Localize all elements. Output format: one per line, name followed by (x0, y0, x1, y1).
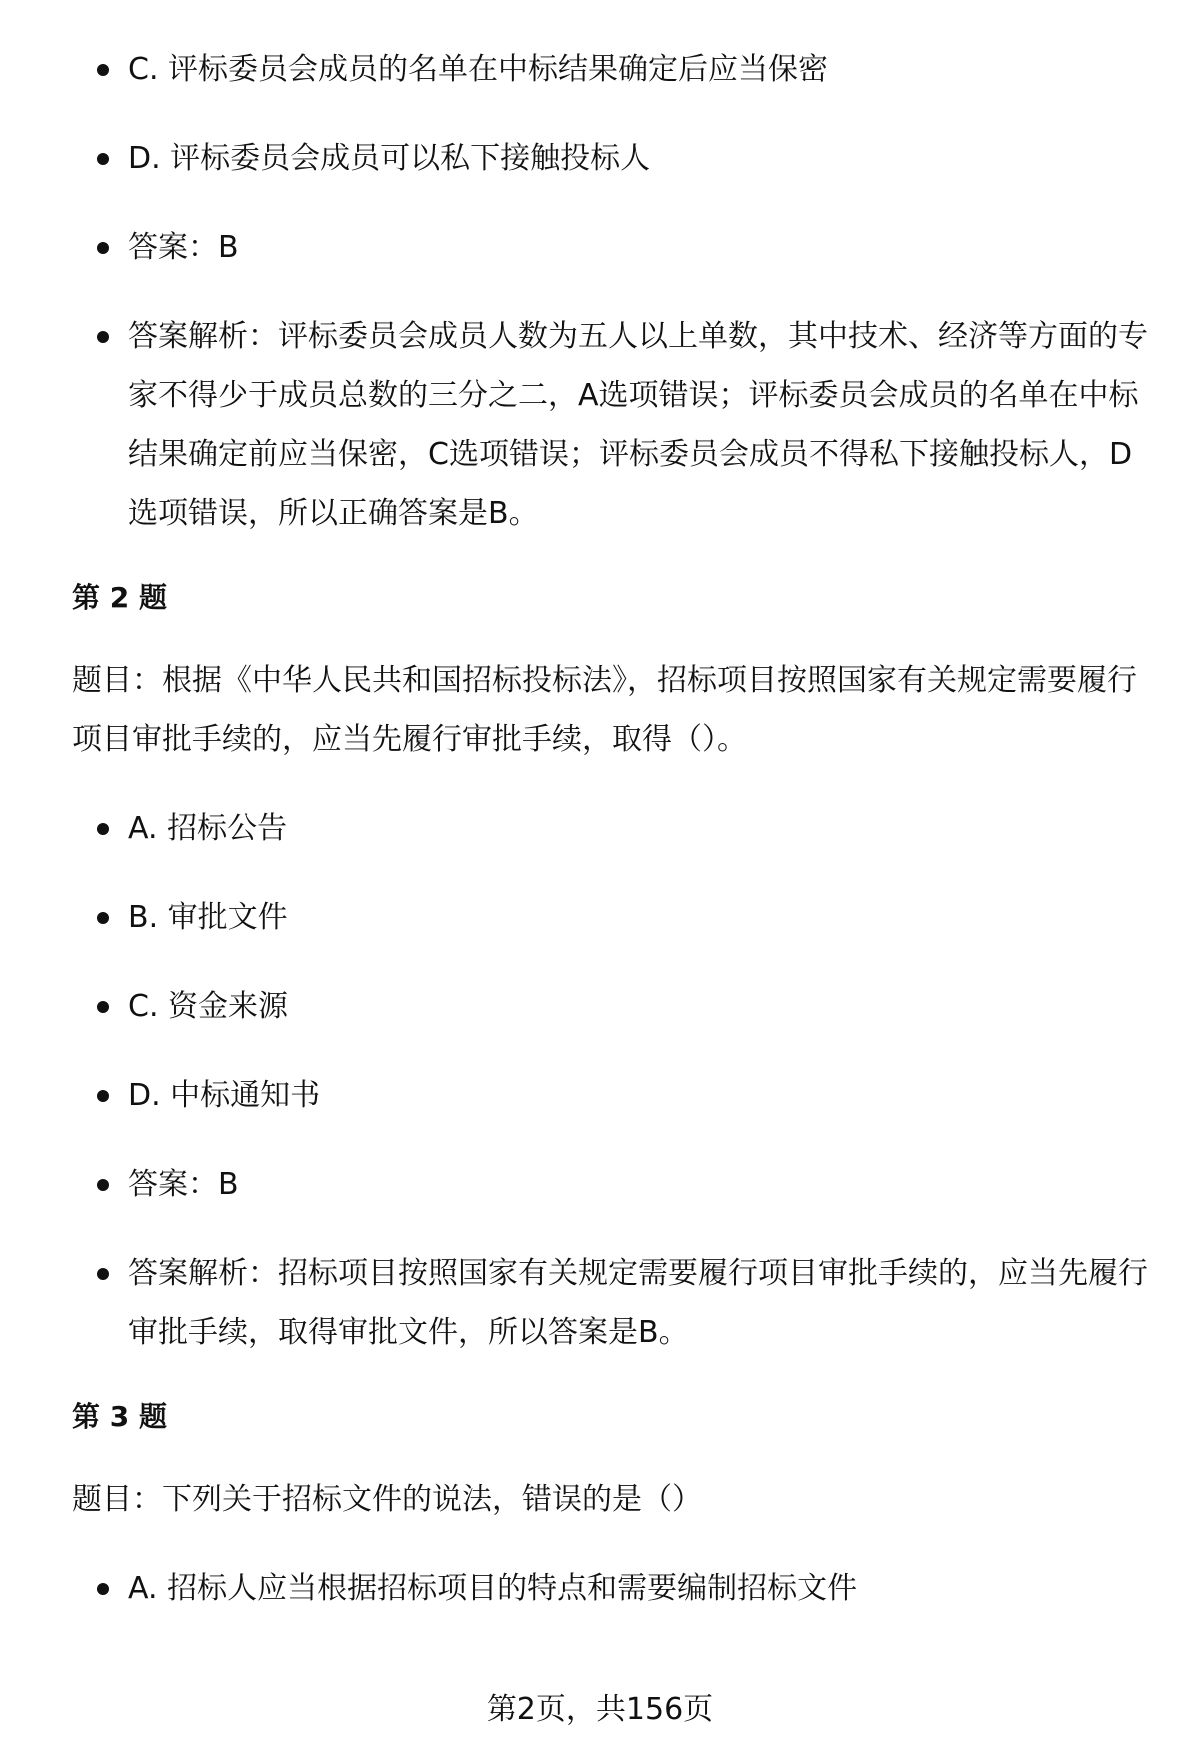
question-1-answer: 答案：B (72, 218, 1152, 277)
question-2-list (72, 799, 1152, 1362)
question-1-option-d: D. 评标委员会成员可以私下接触投标人 (72, 129, 1152, 188)
question-3-option-a: A. 招标人应当根据招标项目的特点和需要编制招标文件 (72, 1559, 1152, 1618)
question-2-option-a: A. 招标公告 (72, 799, 1152, 858)
question-2-answer: 答案：B (72, 1155, 1152, 1214)
question-2-heading: 第 2 题 (72, 581, 167, 614)
question-2-option-c: C. 资金来源 (72, 977, 1152, 1036)
question-3-list (72, 1559, 1152, 1618)
page-footer: 第2页，共156页 (486, 1692, 714, 1727)
question-2-explanation: 答案解析：招标项目按照国家有关规定需要履行项目审批手续的，应当先履行审批手续，取得审批文件，所以答案是B。 (72, 1244, 1152, 1362)
question-3-stem: 题目：下列关于招标文件的说法，错误的是（） (72, 1482, 702, 1517)
question-2-option-b: B. 审批文件 (72, 888, 1152, 947)
question-2-option-d: D. 中标通知书 (72, 1066, 1152, 1125)
question-2-stem: 题目：根据《中华人民共和国招标投标法》，招标项目按照国家有关规定需要履行项目审批手续的，应当先履行审批手续，取得（）。 (72, 663, 1137, 757)
question-1-option-c: C. 评标委员会成员的名单在中标结果确定后应当保密 (72, 40, 1152, 99)
question-1-list (72, 40, 1152, 543)
question-3-heading: 第 3 题 (72, 1400, 167, 1433)
question-1-explanation: 答案解析：评标委员会成员人数为五人以上单数，其中技术、经济等方面的专家不得少于成员总数的三分之二，A选项错误；评标委员会成员的名单在中标结果确定前应当保密，C选项错误；评标委员会成员不得私下接触投标人，D选项错误，所以正确答案是B。 (72, 307, 1152, 543)
page-content (72, 40, 1152, 1648)
